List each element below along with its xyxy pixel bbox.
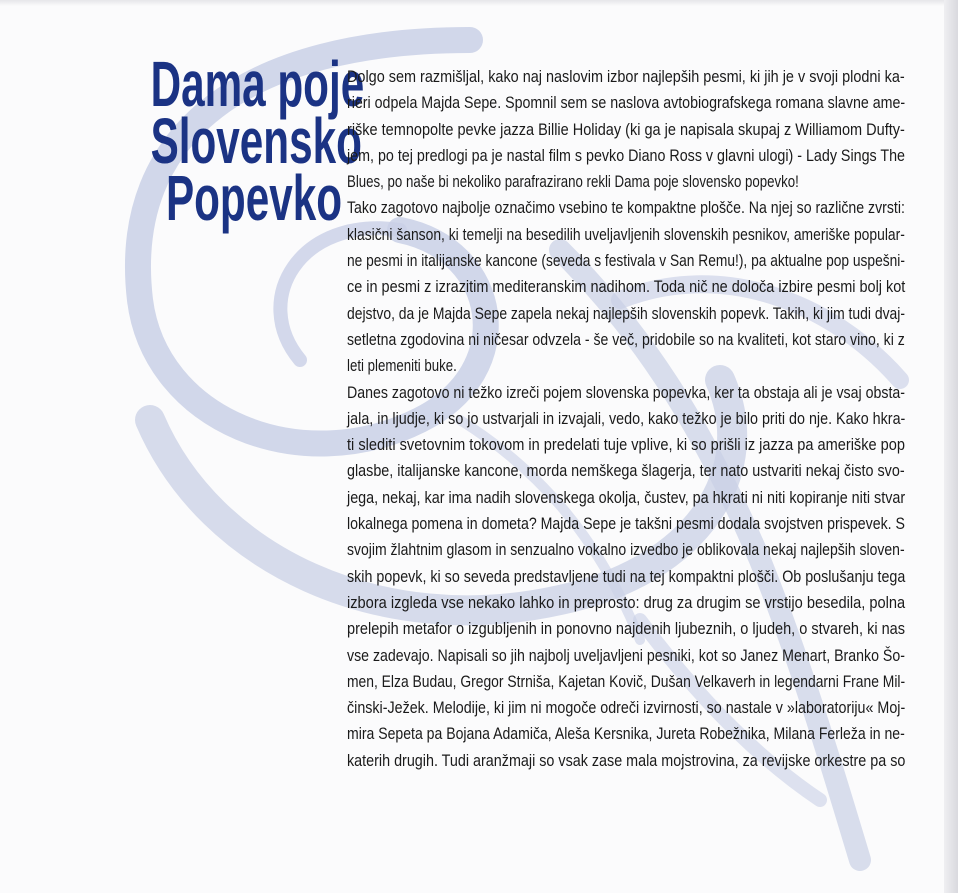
text-line: činski-Ježek. Melodije, ki jim ni mogoče odreči izvirnosti, so nastale v »laboratoriju« Moj- [347,698,906,718]
text-line: prelepih metafor o izgubljenih in ponovno najdenih ljubeznih, o ljudeh, o stvareh, ki nas [347,619,906,639]
text-line: leti plemeniti buke. [347,356,457,376]
text-line: lokalnega pomena in dometa? Majda Sepe je takšni pesmi dodala svojstven prispevek. S [347,514,905,534]
page-title [150,48,365,234]
text-line: jega, nekaj, kar ima nadih slovenskega okolja, čustev, pa hkrati ni niti kopiranje niti stvar [347,487,906,507]
text-line: ne pesmi in italijanske kancone (seveda s festivala v San Remu!), pa aktualne pop uspešni- [347,251,905,271]
text-line: vse zadevajo. Napisali so jih najbolj uveljavljeni pesniki, kot so Janez Menart, Branko Šo- [347,645,905,665]
text-line: men, Elza Budau, Gregor Strniša, Kajetan Kovič, Dušan Velkaverh in legendarni Frane Mil- [347,671,906,691]
text-line: jala, in ljudje, ki so jo ustvarjali in izvajali, vedo, kako težko je bilo priti do nje. Kako hkra- [347,408,906,428]
text-line: Dolgo sem razmišljal, kako naj naslovim izbor najlepših pesmi, ki jih je v svoji plodni ka- [347,67,905,86]
text-line: svojim žlahtnim glasom in senzualno vokalno izvedbo je oblikovala nekaj najlepših sloven- [347,540,905,560]
text-line: riške temnopolte pevke jazza Billie Holiday (ki ga je napisala skupaj z Williamom Dufty- [347,119,905,139]
text-line: izbora izgleda vse nekako lahko in preprosto: drug za drugim se vrstijo besedila, polna [347,592,906,612]
text-line: Blues, po naše bi nekoliko parafrazirano rekli Dama poje slovensko popevko! [347,172,799,192]
title-line-1: Dama poje [150,48,365,120]
text-line: dejstvo, da je Majda Sepe zapela nekaj najlepših slovenskih popevk. Takih, ki jim tudi dvaj- [347,303,905,323]
text-line: mira Sepeta pa Bojana Adamiča, Aleša Kersnika, Jureta Robežnika, Milana Ferleža in ne- [347,724,905,744]
text-line: klasični šanson, ki temelji na besedilih uveljavljenih slovenskih pesnikov, ameriške popular- [347,224,905,244]
text-line: Tako zagotovo najbolje označimo vsebino te kompaktne plošče. Na njej so različne zvrsti: [347,198,905,218]
text-line: glasbe, italijanske kancone, morda nemškega šlagerja, ter nato ustvariti nekaj čisto svo- [347,461,905,481]
text-line: ti slediti svetovnim tokovom in predelati tuje vplive, ki so prišli iz jazza pa ameriške pop [347,435,905,455]
text-line: setletna zgodovina ni ničesar odvzela - še več, pridobile so na kvaliteti, kot staro vino, ki z [347,329,905,349]
text-line: skih popevk, ki so seveda predstavljene tudi na tej kompaktni plošči. Ob poslušanju tega [347,566,906,586]
title-line-3: Popevko [165,162,342,234]
text-line: ce in pesmi z izrazitim mediteranskim nadihom. Toda nič ne določa izbire pesmi bolj kot [347,277,906,297]
title-line-2: Slovensko [150,105,362,177]
text-line: katerih drugih. Tudi aranžmaji so vsak zase mala mojstrovina, za revijske orkestre pa so [347,750,906,770]
text-line: jem, po tej predlogi pa je nastal film s pevko Diano Ross v glavni ulogi) - Lady Sings The [347,145,906,165]
text-line: Danes zagotovo ni težko izreči pojem slovenska popevka, ker ta obstaja ali je vsaj obsta- [347,382,906,402]
body-text [347,64,907,774]
text-line: rieri odpela Majda Sepe. Spomnil sem se naslova avtobiografskega romana slavne ame- [347,93,906,113]
